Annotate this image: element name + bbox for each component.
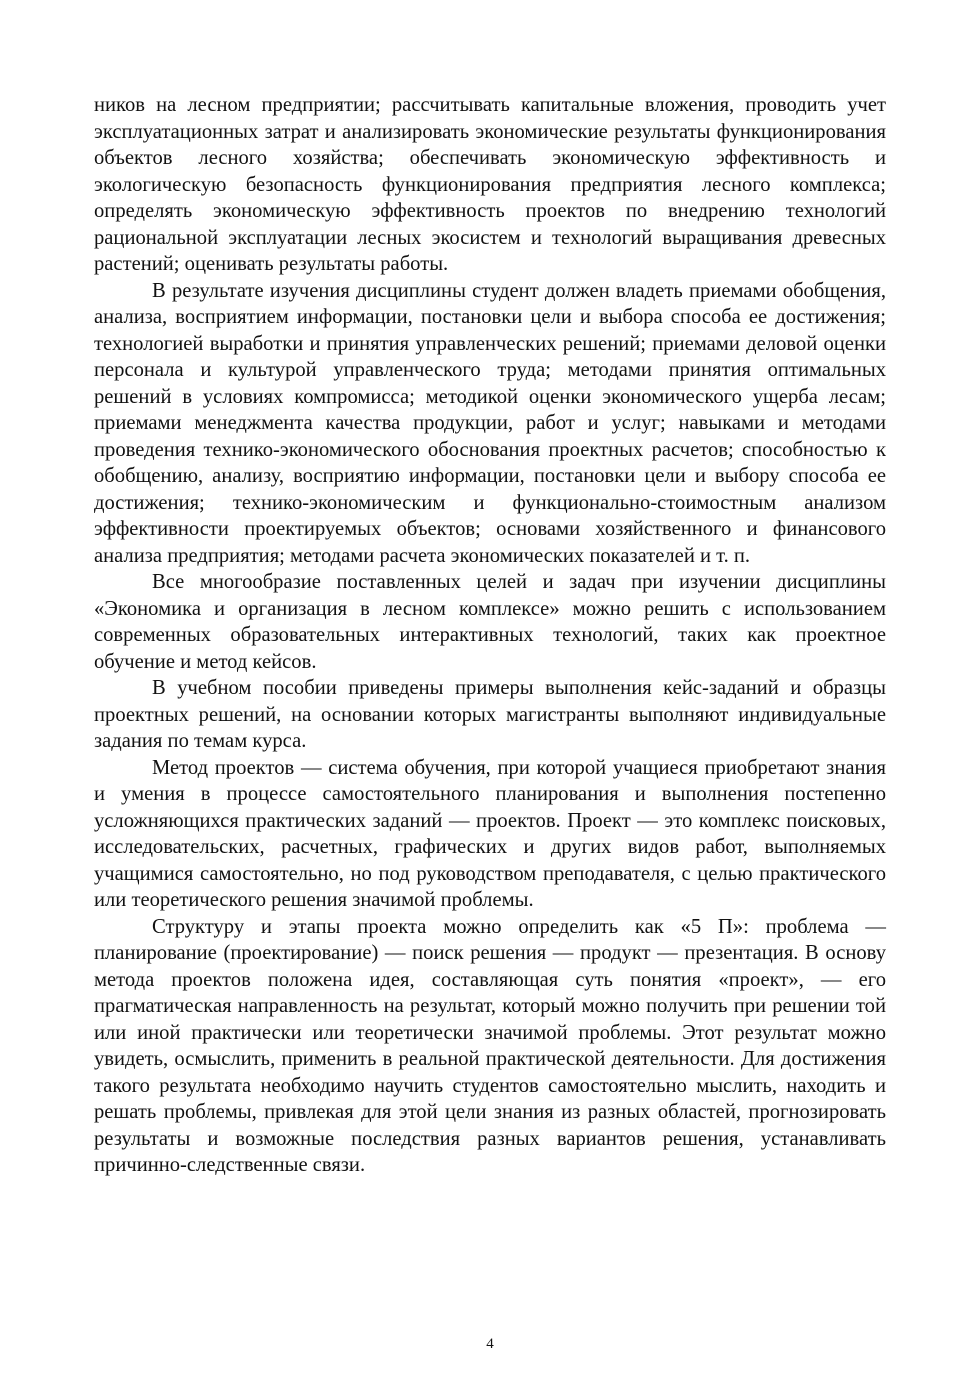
paragraph-skills: В результате изучения дисциплины студент должен владеть приемами обобщения, анализа, восприятием информации, постановки цели и выбора способа ее достижения; технологией выработки и принятия управленческих решений; приемами деловой оценки персонала и культурой управленческого труда; методами принятия оптимальных решений в условиях компромисса; методикой оценки экономического ущерба лесам; приемами менеджмента качества продукции, работ и услуг; навыками и методами проведения технико-экономического обоснования проектных расчетов; способностью к обобщению, анализу, восприятию информации, постановки цели и выбору способа ее достижения; технико-экономическим и функционально-стоимостным анализом эффективности проектируемых объектов; основами хозяйственного и финансового анализа предприятия; методами расчета экономических показателей и т. п. (94, 279, 886, 567)
paragraph-continuation: ников на лесном предприятии; рассчитывать капитальные вложения, проводить учет эксплуатационных затрат и анализировать экономические результаты функционирования объектов лесного хозяйства; обеспечивать экономическую эффективность и экологическую безопасность функционирования предприятия лесного комплекса; определять экономическую эффективность проектов по внедрению технологий рациональной эксплуатации лесных экосистем и технологий выращивания древесных растений; оценивать результаты работы. (94, 94, 886, 275)
document-page (94, 92, 886, 1179)
paragraph-goals: Все многообразие поставленных целей и задач при изучении дисциплины «Экономика и организация в лесном комплексе» можно решить с использованием современных образовательных интерактивных технологий, таких как проектное обучение и метод кейсов. (94, 571, 886, 673)
paragraph-project-method: Метод проектов — система обучения, при которой учащиеся приобретают знания и умения в процессе самостоятельного планирования и выполнения постепенно усложняющихся практических заданий — проектов. Проект — это комплекс поисковых, исследовательских, расчетных, графических и других видов работ, выполняемых учащимися самостоятельно, но под руководством преподавателя, с целью практического или теоретического решения значимой проблемы. (94, 756, 886, 911)
paragraph-textbook: В учебном пособии приведены примеры выполнения кейс-заданий и образцы проектных решений, на основании которых магистранты выполняют индивидуальные задания по темам курса. (94, 677, 886, 752)
paragraph-project-stages: Структуру и этапы проекта можно определить как «5 П»: проблема — планирование (проектирование) — поиск решения — продукт — презентация. В основу метода проектов положена идея, составляющая суть понятия «проект», — его прагматическая направленность на результат, который можно получить при решении той или иной практически или теоретически значимой проблемы. Этот результат можно увидеть, осмыслить, применить в реальной практической деятельности. Для достижения такого результата необходимо научить студентов самостоятельно мыслить, находить и решать проблемы, привлекая для этой цели знания из разных областей, прогнозировать результаты и возможные последствия разных вариантов решения, устанавливать причинно-следственные связи. (94, 915, 886, 1176)
page-number: 4 (486, 1336, 494, 1352)
